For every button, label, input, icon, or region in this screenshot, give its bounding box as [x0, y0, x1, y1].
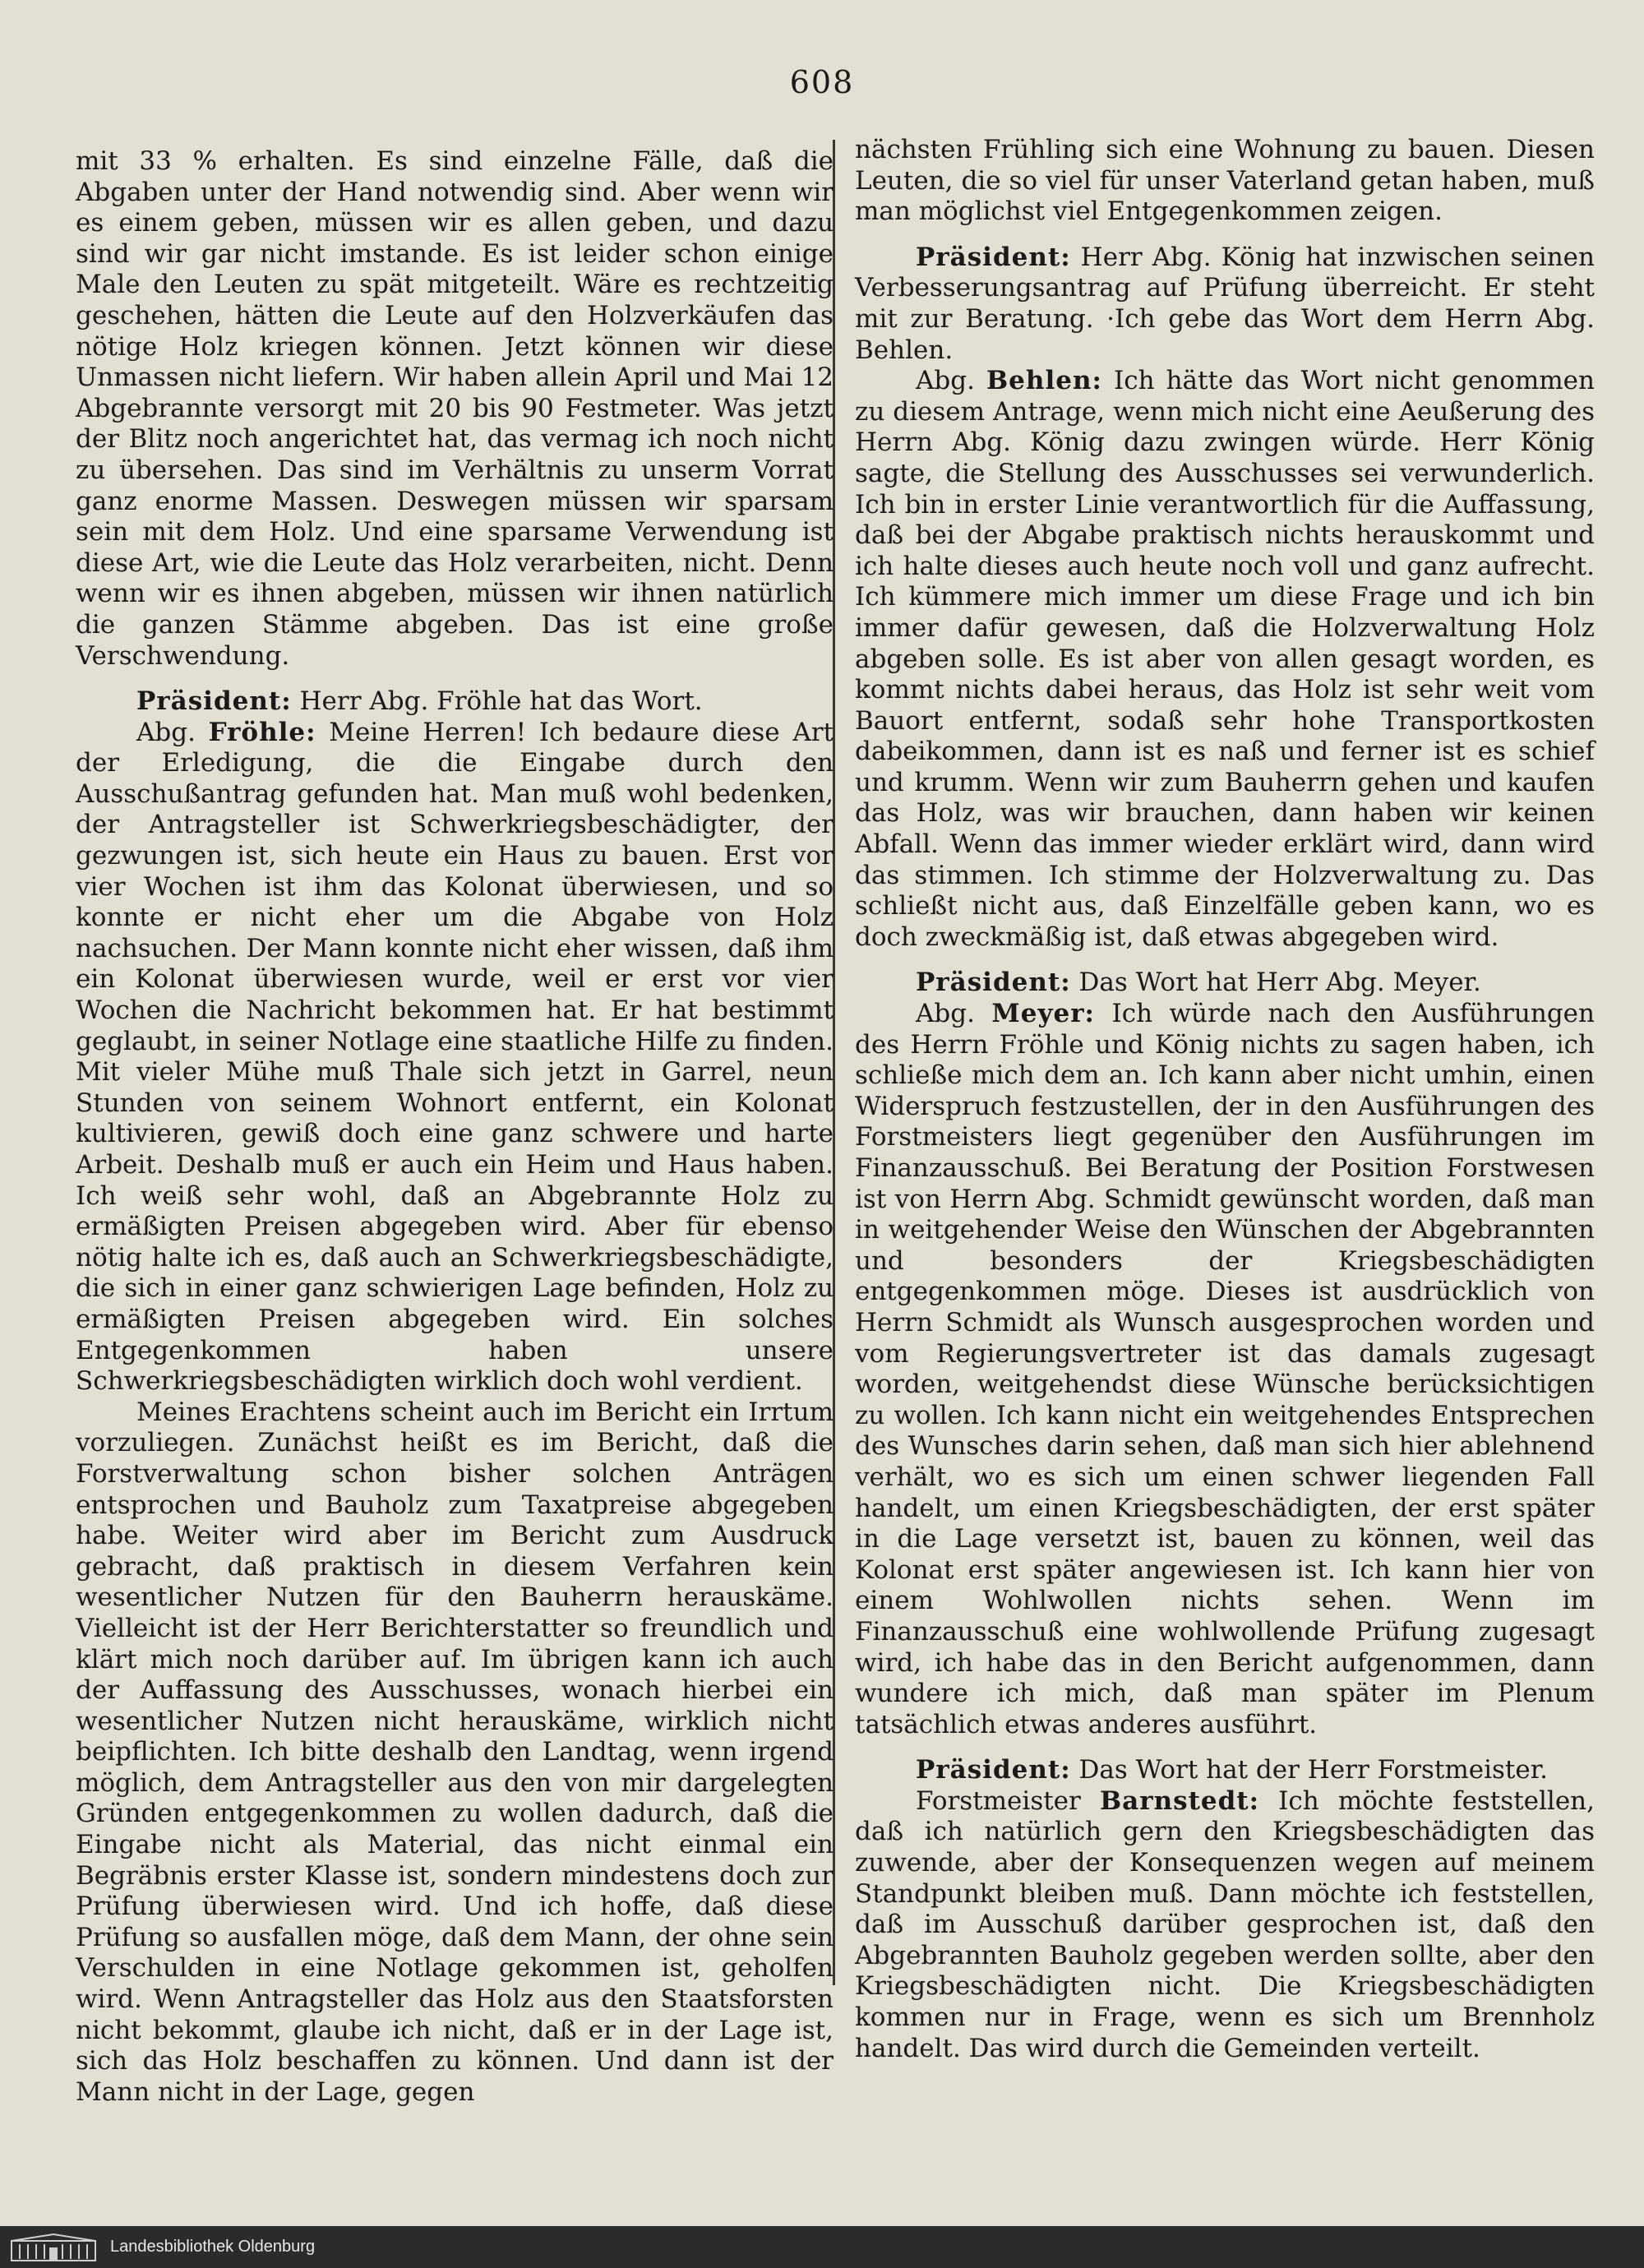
- left-column: [76, 146, 834, 2108]
- speaker-name: Behlen:: [986, 366, 1102, 396]
- paragraph: Präsident: Herr Abg. Fröhle hat das Wort.: [136, 686, 703, 717]
- speaker-name: Präsident:: [136, 686, 292, 717]
- library-building-icon: [8, 2233, 99, 2262]
- paragraph: Präsident: Das Wort hat der Herr Forstmeister.: [916, 1755, 1548, 1785]
- speaker-name: Meyer:: [991, 999, 1095, 1029]
- paragraph: Meines Erachtens scheint auch im Bericht ein Irrtum vorzuliegen. Zunächst heißt es im Bericht, daß die Forstverwaltung schon bisher solchen Anträgen entsprochen und Bauholz zum Taxatpreise abgegeben habe. Weiter wird aber im Bericht zum Ausdruck gebracht, daß praktisch in diesem Verfahren kein wesentlicher Nutzen für den Bauherrn herauskäme. Vielleicht ist der Herr Berichterstatter so freundlich und klärt mich noch darüber auf. Im übrigen kann ich auch der Auffassung des Ausschusses, wonach hierbei ein wesentlicher Nutzen nicht herauskäme, wirklich nicht beipflichten. Ich bitte deshalb den Landtag, wenn irgend möglich, dem Antragsteller aus den von mir dargelegten Gründen entgegenkommen zu wollen dadurch, daß die Eingabe nicht als Material, das nicht einmal ein Begräbnis erster Klasse ist, sondern mindestens doch zur Prüfung überwiesen wird. Und ich hoffe, daß diese Prüfung so ausfallen möge, daß dem Mann, der ohne sein Verschulden in eine Notlage gekommen ist, geholfen wird. Wenn Antragsteller das Holz aus den Staatsforsten nicht bekommt, glaube ich nicht, daß er in der Lage ist, sich das Holz beschaffen zu können. Und dann ist der Mann nicht in der Lage, gegen: [76, 1397, 834, 2107]
- paragraph: Präsident: Das Wort hat Herr Abg. Meyer.: [916, 968, 1481, 998]
- speaker-name: Präsident:: [916, 968, 1071, 998]
- paragraph: Abg. Fröhle: Meine Herren! Ich bedaure diese Art der Erledigung, die die Eingabe durch den Ausschußantrag gefunden hat. Man muß wohl bedenken, der Antragsteller ist Schwerkriegsbeschädigter, der gezwungen ist, sich heute ein Haus zu bauen. Erst vor vier Wochen ist ihm das Kolonat überwiesen, und so konnte er nicht eher um die Abgabe von Holz nachsuchen. Der Mann konnte nicht eher wissen, daß ihm ein Kolonat überwiesen wurde, weil er erst vor vier Wochen die Nachricht bekommen hat. Er hat bestimmt geglaubt, in seiner Notlage eine staatliche Hilfe zu finden. Mit vieler Mühe muß Thale sich jetzt in Garrel, neun Stunden von seinem Wohnort entfernt, ein Kolonat kultivieren, gewiß doch eine ganz schwere und harte Arbeit. Deshalb muß er auch ein Heim und Haus haben. Ich weiß sehr wohl, daß an Abgebrannte Holz zu ermäßigten Preisen abgegeben wird. Aber für ebenso nötig halte ich es, daß auch an Schwerkriegsbeschädigte, die sich in einer ganz schwierigen Lage befinden, Holz zu ermäßigten Preisen abgegeben wird. Ein solches Entgegenkommen haben unsere Schwerkriegsbeschädigten wirklich doch wohl verdient.: [76, 717, 834, 1397]
- paragraph: mit 33 % erhalten. Es sind einzelne Fälle, daß die Abgaben unter der Hand notwendig sind. Aber wenn wir es einem geben, müssen wir es allen geben, und dazu sind wir gar nicht imstande. Es ist leider schon einige Male den Leuten zu spät mitgeteilt. Wäre es rechtzeitig geschehen, hätten die Leute auf den Holzverkäufen das nötige Holz kriegen können. Jetzt können wir diese Unmassen nicht liefern. Wir haben allein April und Mai 12 Abgebrannte versorgt mit 20 bis 90 Festmeter. Was jetzt der Blitz noch angerichtet hat, das vermag ich noch nicht zu übersehen. Das sind im Verhältnis zu unserm Vorrat ganz enorme Massen. Deswegen müssen wir sparsam sein mit dem Holz. Und eine sparsame Verwendung ist diese Art, wie die Leute das Holz verarbeiten, nicht. Denn wenn wir es ihnen abgeben, müssen wir ihnen natürlich die ganzen Stämme abgeben. Das ist eine große Verschwendung.: [76, 146, 834, 671]
- paragraph: Abg. Behlen: Ich hätte das Wort nicht genommen zu diesem Antrage, wenn mich nicht eine Aeußerung des Herrn Abg. König dazu zwingen würde. Herr König sagte, die Stellung des Ausschusses sei verwunderlich. Ich bin in erster Linie verantwortlich für die Auffassung, daß bei der Abgabe praktisch nichts herauskommt und ich halte dieses auch heute noch voll und ganz aufrecht. Ich kümmere mich immer um diese Frage und ich bin immer dafür gewesen, daß die Holzverwaltung Holz abgeben solle. Es ist aber von allen gesagt worden, es kommt nichts dabei heraus, das Holz ist sehr weit vom Bauort entfernt, sodaß sehr hohe Transportkosten dabeikommen, dann ist es naß und ferner ist es schief und krumm. Wenn wir zum Bauherrn gehen und kaufen das Holz, was wir brauchen, dann haben wir keinen Abfall. Wenn das immer wieder erklärt wird, dann wird das stimmen. Ich stimme der Holzverwaltung zu. Das schließt nicht aus, daß Einzelfälle geben kann, wo es doch zweckmäßig ist, daß etwas abgegeben wird.: [855, 366, 1595, 952]
- speaker-name: Präsident:: [916, 242, 1071, 272]
- library-footer: [0, 2226, 1644, 2268]
- right-column: [855, 135, 1595, 2064]
- speaker-name: Präsident:: [916, 1755, 1071, 1785]
- speaker-name: Barnstedt:: [1099, 1785, 1260, 1816]
- page-number: 608: [789, 64, 855, 100]
- speaker-name: Fröhle:: [208, 717, 316, 747]
- paragraph: Abg. Meyer: Ich würde nach den Ausführungen des Herrn Fröhle und König nichts zu sagen haben, ich schließe mich dem an. Ich kann aber nicht umhin, einen Widerspruch festzustellen, der in den Ausführungen des Forstmeisters liegt gegenüber den Ausführungen im Finanzausschuß. Bei Beratung der Position Forstwesen ist von Herrn Abg. Schmidt gewünscht worden, daß man in weitgehender Weise den Wünschen der Abgebrannten und besonders der Kriegsbeschädigten entgegenkommen möge. Dieses ist ausdrücklich von Herrn Schmidt als Wunsch ausgesprochen worden und vom Regierungsvertreter ist das damals zugesagt worden, weitgehendst diese Wünsche berücksichtigen zu wollen. Ich kann nicht ein weitgehendes Entsprechen des Wunsches darin sehen, daß man sich hier ablehnend verhält, wo es sich um einen schwer liegenden Fall handelt, um einen Kriegsbeschädigten, der erst später in die Lage versetzt ist, bauen zu können, weil das Kolonat erst später angewiesen ist. Ich kann hier von einem Wohlwollen nichts sehen. Wenn im Finanzausschuß eine wohlwollende Prüfung zugesagt wird, ich habe das in den Bericht aufgenommen, dann wundere ich mich, daß man später im Plenum tatsächlich etwas anderes ausführt.: [855, 999, 1595, 1739]
- paragraph: Forstmeister Barnstedt: Ich möchte feststellen, daß ich natürlich gern den Kriegsbeschädigten das zuwende, aber der Konsequenzen wegen auf meinem Standpunkt bleiben muß. Dann möchte ich feststellen, daß im Ausschuß darüber gesprochen ist, daß den Abgebrannten Bauholz gegeben werden sollte, aber den Kriegsbeschädigten nicht. Die Kriegsbeschädigten kommen nur in Frage, wenn es sich um Brennholz handelt. Das wird durch die Gemeinden verteilt.: [855, 1785, 1596, 2063]
- paragraph: Präsident: Herr Abg. König hat inzwischen seinen Verbesserungsantrag auf Prüfung überreicht. Er steht mit zur Beratung. ·Ich gebe das Wort dem Herrn Abg. Behlen.: [855, 242, 1595, 365]
- library-name: Landesbibliothek Oldenburg: [110, 2238, 316, 2256]
- paragraph: nächsten Frühling sich eine Wohnung zu bauen. Diesen Leuten, die so viel für unser Vaterland getan haben, muß man möglichst viel Entgegenkommen zeigen.: [855, 135, 1595, 227]
